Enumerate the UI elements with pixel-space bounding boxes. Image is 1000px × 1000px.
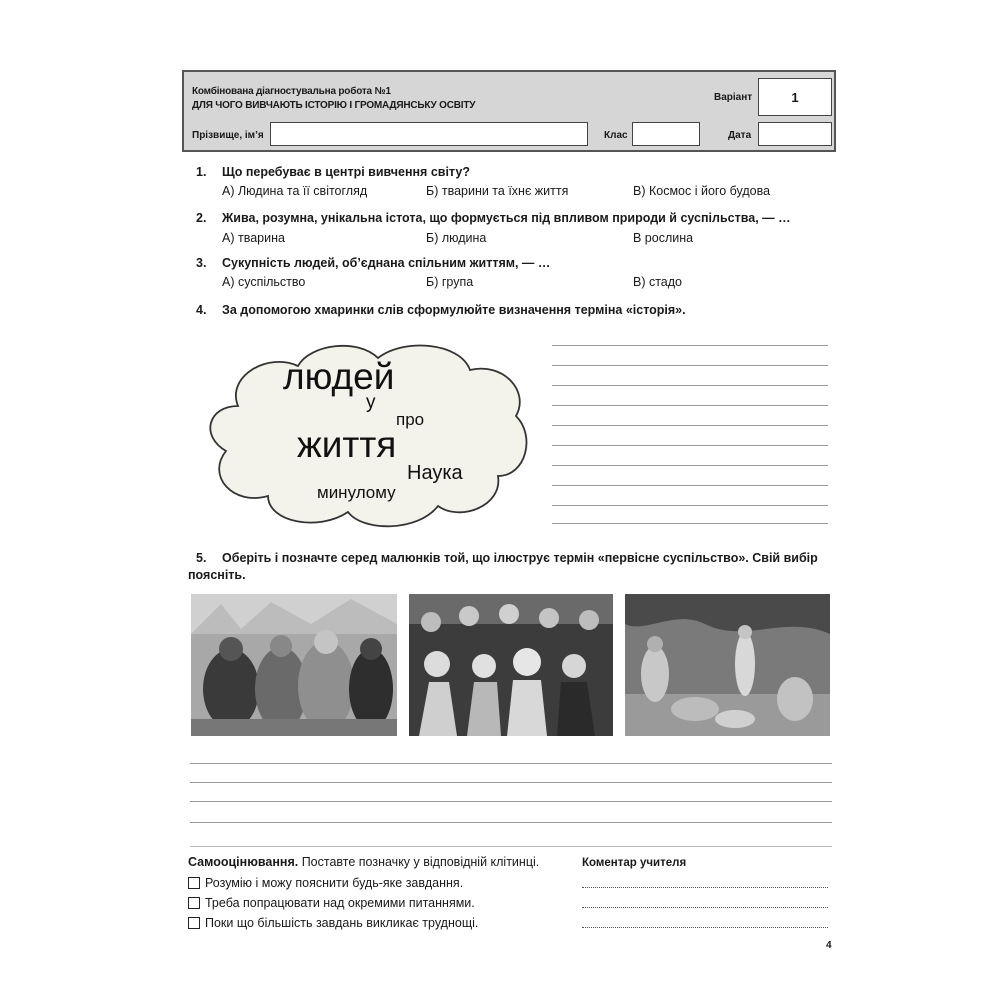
option-c[interactable]: В) стадо — [633, 275, 683, 289]
date-label: Дата — [728, 130, 752, 141]
primitive-society-image[interactable] — [625, 594, 830, 736]
answer-line[interactable] — [190, 763, 832, 764]
answer-line[interactable] — [552, 385, 828, 386]
answer-line[interactable] — [552, 405, 828, 406]
name-label: Прізвище, ім’я — [192, 130, 264, 141]
teacher-comment-line[interactable] — [582, 927, 828, 928]
option-c[interactable]: В) Космос і його будова — [633, 184, 771, 198]
name-field[interactable] — [270, 122, 588, 146]
option-c[interactable]: В рослина — [633, 231, 694, 245]
question-text: Що перебуває в центрі вивчення світу? — [222, 165, 470, 179]
cloud-word-1: людей — [283, 356, 395, 397]
header-box — [182, 70, 836, 152]
self-assessment-title-rest: Поставте позначку у відповідній клітинці. — [298, 855, 540, 869]
cloud-word-6: минулому — [317, 483, 396, 502]
cave-people-illustration — [625, 594, 830, 736]
answer-line[interactable] — [552, 445, 828, 446]
cloud-word-4: життя — [297, 424, 397, 465]
teacher-comment-line[interactable] — [582, 887, 828, 888]
question-text-cont: поясніть. — [188, 568, 246, 582]
downton-image[interactable] — [409, 594, 613, 736]
option-a[interactable]: А) суспільство — [222, 275, 306, 289]
cloud-word-3: про — [396, 410, 425, 429]
checkbox[interactable] — [188, 917, 200, 929]
self-assessment-option-label: Поки що більшість завдань викликає труднощі. — [205, 916, 479, 930]
divider — [190, 846, 832, 847]
option-a[interactable]: А) Людина та її світогляд — [222, 184, 368, 198]
variant-field[interactable]: 1 — [758, 78, 832, 116]
answer-line[interactable] — [190, 822, 832, 823]
checkbox[interactable] — [188, 877, 200, 889]
option-b[interactable]: Б) людина — [426, 231, 487, 245]
answer-line[interactable] — [552, 485, 828, 486]
cloud-word-2: у — [366, 392, 376, 413]
medieval-image[interactable] — [191, 594, 397, 736]
answer-line[interactable] — [190, 782, 832, 783]
answer-line[interactable] — [552, 345, 828, 346]
answer-line[interactable] — [552, 425, 828, 426]
answer-line[interactable] — [552, 523, 828, 524]
self-assessment-option[interactable] — [188, 876, 463, 890]
question-text: Оберіть і позначте серед малюнків той, що ілюструє термін «первісне суспільство». Свій вибір — [222, 551, 818, 565]
question-number: 2. — [196, 211, 207, 225]
header-title-line1: Комбінована діагностувальна робота №1 — [192, 86, 391, 97]
page-number: 4 — [826, 940, 832, 951]
header-title-line2: ДЛЯ ЧОГО ВИВЧАЮТЬ ІСТОРІЮ І ГРОМАДЯНСЬКУ ОСВІТУ — [192, 100, 476, 111]
class-field[interactable] — [632, 122, 700, 146]
teacher-comment-line[interactable] — [582, 907, 828, 908]
question-text: Сукупність людей, об’єднана спільним життям, — … — [222, 256, 551, 270]
date-field[interactable] — [758, 122, 832, 146]
self-assessment-title-bold: Самооцінювання. — [188, 855, 299, 869]
self-assessment-option-label: Розумію і можу пояснити будь-яке завдання. — [205, 876, 464, 890]
answer-line[interactable] — [552, 465, 828, 466]
answer-line[interactable] — [552, 365, 828, 366]
question-number: 1. — [196, 165, 207, 179]
class-label: Клас — [604, 130, 628, 141]
teacher-comment-label: Коментар учителя — [582, 857, 687, 869]
option-b[interactable]: Б) група — [426, 275, 474, 289]
people-group-illustration — [409, 594, 613, 736]
question-text: Жива, розумна, унікальна істота, що формується під впливом природи й суспільства, — … — [222, 211, 791, 225]
self-assessment-title — [188, 855, 539, 869]
self-assessment-option-label: Треба попрацювати над окремими питаннями. — [205, 896, 475, 910]
question-number: 3. — [196, 256, 207, 270]
question-text: За допомогою хмаринки слів сформулюйте визначення терміна «історія». — [222, 303, 686, 317]
medieval-illustration — [191, 594, 397, 736]
option-a[interactable]: А) тварина — [222, 231, 285, 245]
self-assessment-option[interactable] — [188, 896, 475, 910]
answer-line[interactable] — [552, 505, 828, 506]
self-assessment-option[interactable] — [188, 916, 478, 930]
checkbox[interactable] — [188, 897, 200, 909]
variant-label: Варіант — [714, 92, 753, 103]
cloud-word-5: Наука — [407, 462, 463, 484]
option-b[interactable]: Б) тварини та їхнє життя — [426, 184, 569, 198]
word-cloud — [198, 336, 533, 536]
answer-line[interactable] — [190, 801, 832, 802]
question-number: 4. — [196, 303, 207, 317]
question-number: 5. — [196, 551, 207, 565]
